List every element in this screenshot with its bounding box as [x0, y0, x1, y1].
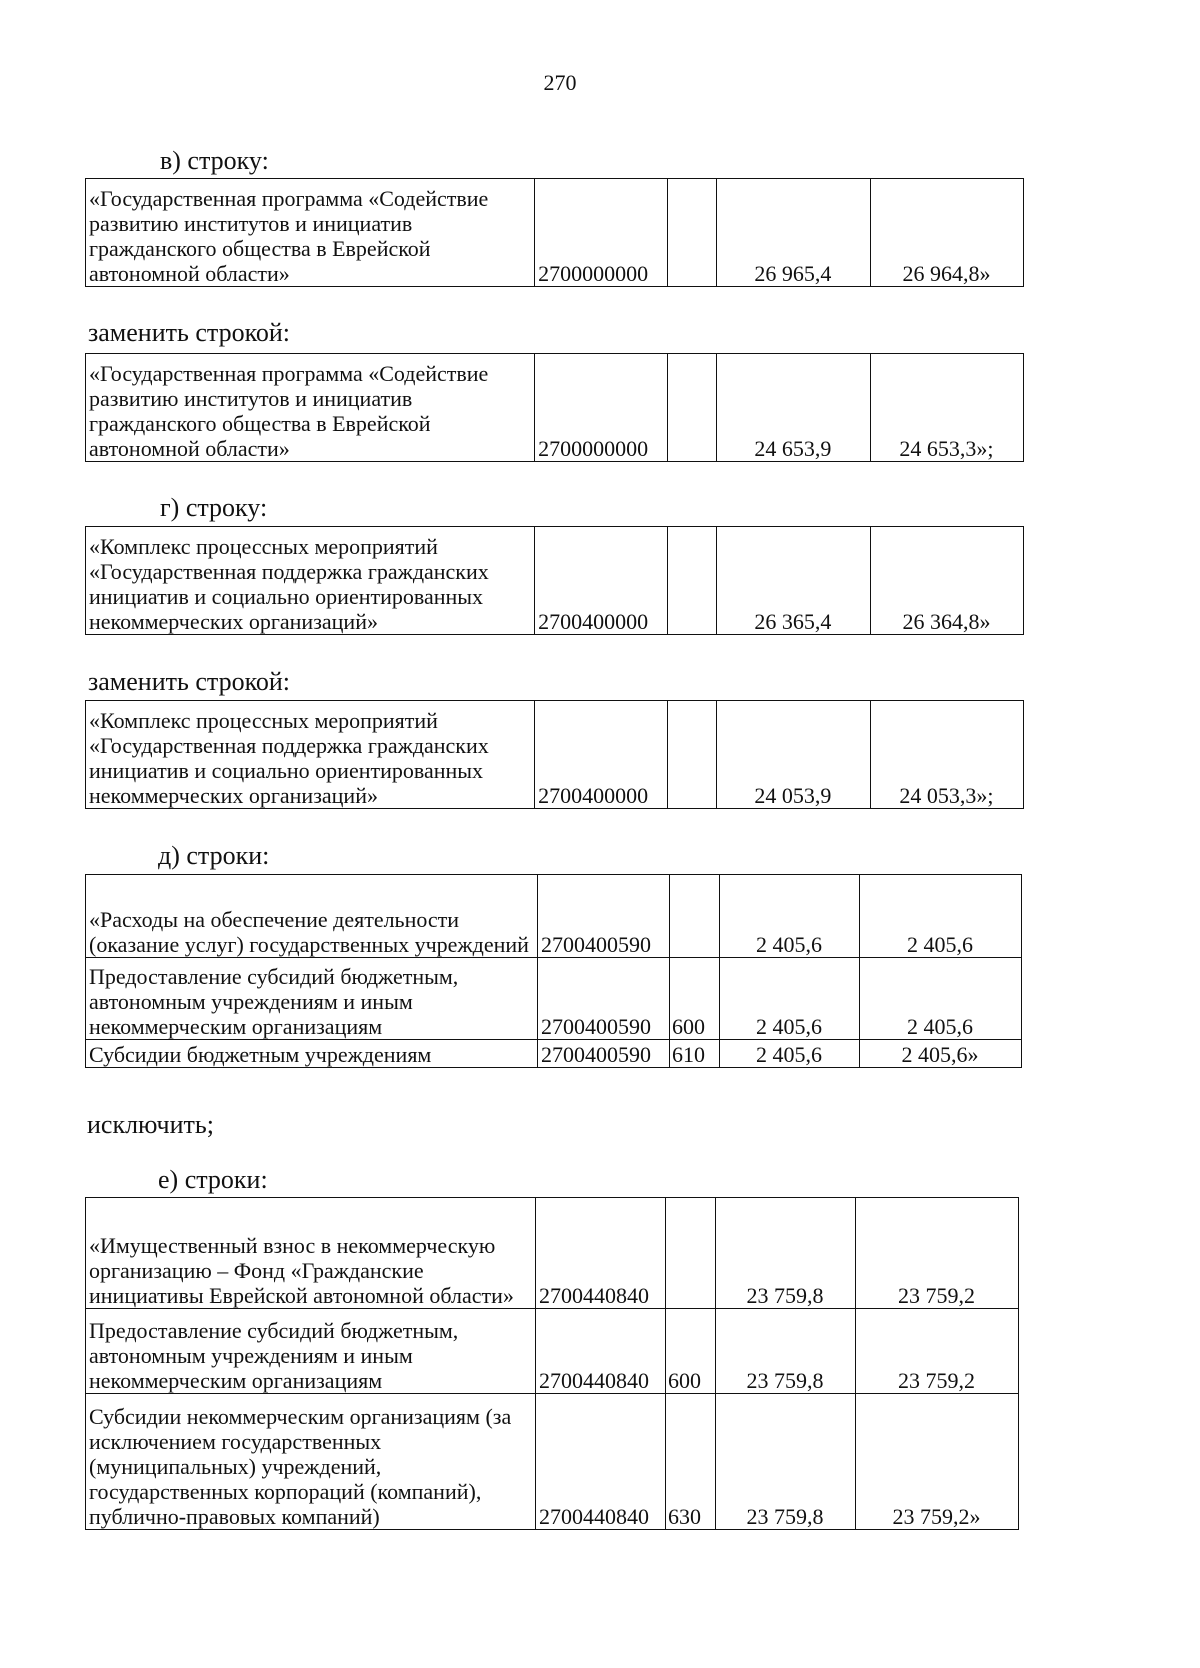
section-heading-d: д) строки: [158, 841, 270, 870]
row-value-2: 23 759,2 [856, 1198, 1019, 1309]
row-code: 2700400000 [535, 701, 668, 809]
row-code: 2700000000 [535, 354, 668, 462]
row-value-2: 24 053,3»; [870, 701, 1023, 809]
row-subcode: 610 [670, 1040, 720, 1068]
table-row [86, 179, 1024, 287]
row-value-1: 24 053,9 [716, 701, 870, 809]
row-value-2: 2 405,6 [860, 958, 1022, 1040]
row-value-2: 23 759,2» [856, 1394, 1019, 1530]
row-code: 2700440840 [536, 1394, 666, 1530]
table-row [86, 1198, 1019, 1309]
row-name: Субсидии бюджетным учреждениям [86, 1040, 538, 1068]
row-code: 2700400590 [538, 958, 670, 1040]
row-value-1: 26 365,4 [716, 527, 870, 635]
row-value-2: 2 405,6» [860, 1040, 1022, 1068]
table-row [86, 701, 1024, 809]
budget-table-replace-2 [85, 700, 1024, 809]
section-heading-e: е) строки: [158, 1165, 268, 1194]
table-row [86, 1394, 1019, 1530]
page-number: 270 [543, 70, 577, 95]
row-code: 2700400590 [538, 1040, 670, 1068]
section-heading-exclude: исключить; [87, 1110, 214, 1139]
row-code: 2700440840 [536, 1198, 666, 1309]
row-code: 2700400000 [535, 527, 668, 635]
row-name: «Расходы на обеспечение деятельности (оказание услуг) государственных учреждений [86, 875, 538, 958]
table-row [86, 958, 1022, 1040]
row-value-1: 2 405,6 [720, 958, 860, 1040]
budget-table-e [85, 1197, 1019, 1530]
row-value-1: 23 759,8 [716, 1198, 856, 1309]
row-subcode [667, 701, 716, 809]
row-subcode [667, 179, 716, 287]
row-name: «Государственная программа «Содействие развитию институтов и инициатив гражданского общества в Еврейской автономной области» [86, 354, 535, 462]
row-name: «Комплекс процессных мероприятий «Государственная поддержка гражданских инициатив и социально ориентированных некоммерческих организаций» [86, 701, 535, 809]
row-code: 2700000000 [535, 179, 668, 287]
row-value-1: 2 405,6 [720, 875, 860, 958]
row-name: Предоставление субсидий бюджетным, автономным учреждениям и иным некоммерческим организациям [86, 1309, 536, 1394]
row-subcode [666, 1198, 716, 1309]
row-code: 2700400590 [538, 875, 670, 958]
budget-table-d [85, 874, 1022, 1068]
budget-table-g [85, 526, 1024, 635]
budget-table-replace-1 [85, 353, 1024, 462]
row-name: «Комплекс процессных мероприятий «Государственная поддержка гражданских инициатив и социально ориентированных некоммерческих организаций» [86, 527, 535, 635]
row-name: «Государственная программа «Содействие развитию институтов и инициатив гражданского общества в Еврейской автономной области» [86, 179, 535, 287]
row-value-1: 23 759,8 [716, 1309, 856, 1394]
row-value-1: 23 759,8 [716, 1394, 856, 1530]
row-value-2: 2 405,6 [860, 875, 1022, 958]
budget-table-v [85, 178, 1024, 287]
row-subcode: 600 [670, 958, 720, 1040]
row-value-2: 24 653,3»; [870, 354, 1023, 462]
table-row [86, 354, 1024, 462]
section-heading-replace-2: заменить строкой: [88, 667, 291, 696]
row-subcode [667, 354, 716, 462]
row-code: 2700440840 [536, 1309, 666, 1394]
row-subcode: 630 [666, 1394, 716, 1530]
row-name: «Имущественный взнос в некоммерческую организацию – Фонд «Гражданские инициативы Еврейской автономной области» [86, 1198, 536, 1309]
section-heading-g: г) строку: [160, 493, 268, 522]
row-subcode: 600 [666, 1309, 716, 1394]
table-row [86, 527, 1024, 635]
section-heading-replace-1: заменить строкой: [88, 318, 291, 347]
section-heading-v: в) строку: [160, 146, 269, 175]
row-value-2: 26 964,8» [870, 179, 1023, 287]
row-value-1: 26 965,4 [716, 179, 870, 287]
table-row [86, 1309, 1019, 1394]
row-name: Субсидии некоммерческим организациям (за исключением государственных (муниципальных) учреждений, государственных корпораций (компаний), публично-правовых компаний) [86, 1394, 536, 1530]
row-subcode [667, 527, 716, 635]
row-value-1: 24 653,9 [716, 354, 870, 462]
row-name: Предоставление субсидий бюджетным, автономным учреждениям и иным некоммерческим организациям [86, 958, 538, 1040]
row-value-1: 2 405,6 [720, 1040, 860, 1068]
row-subcode [670, 875, 720, 958]
row-value-2: 26 364,8» [870, 527, 1023, 635]
row-value-2: 23 759,2 [856, 1309, 1019, 1394]
table-row [86, 875, 1022, 958]
table-row [86, 1040, 1022, 1068]
